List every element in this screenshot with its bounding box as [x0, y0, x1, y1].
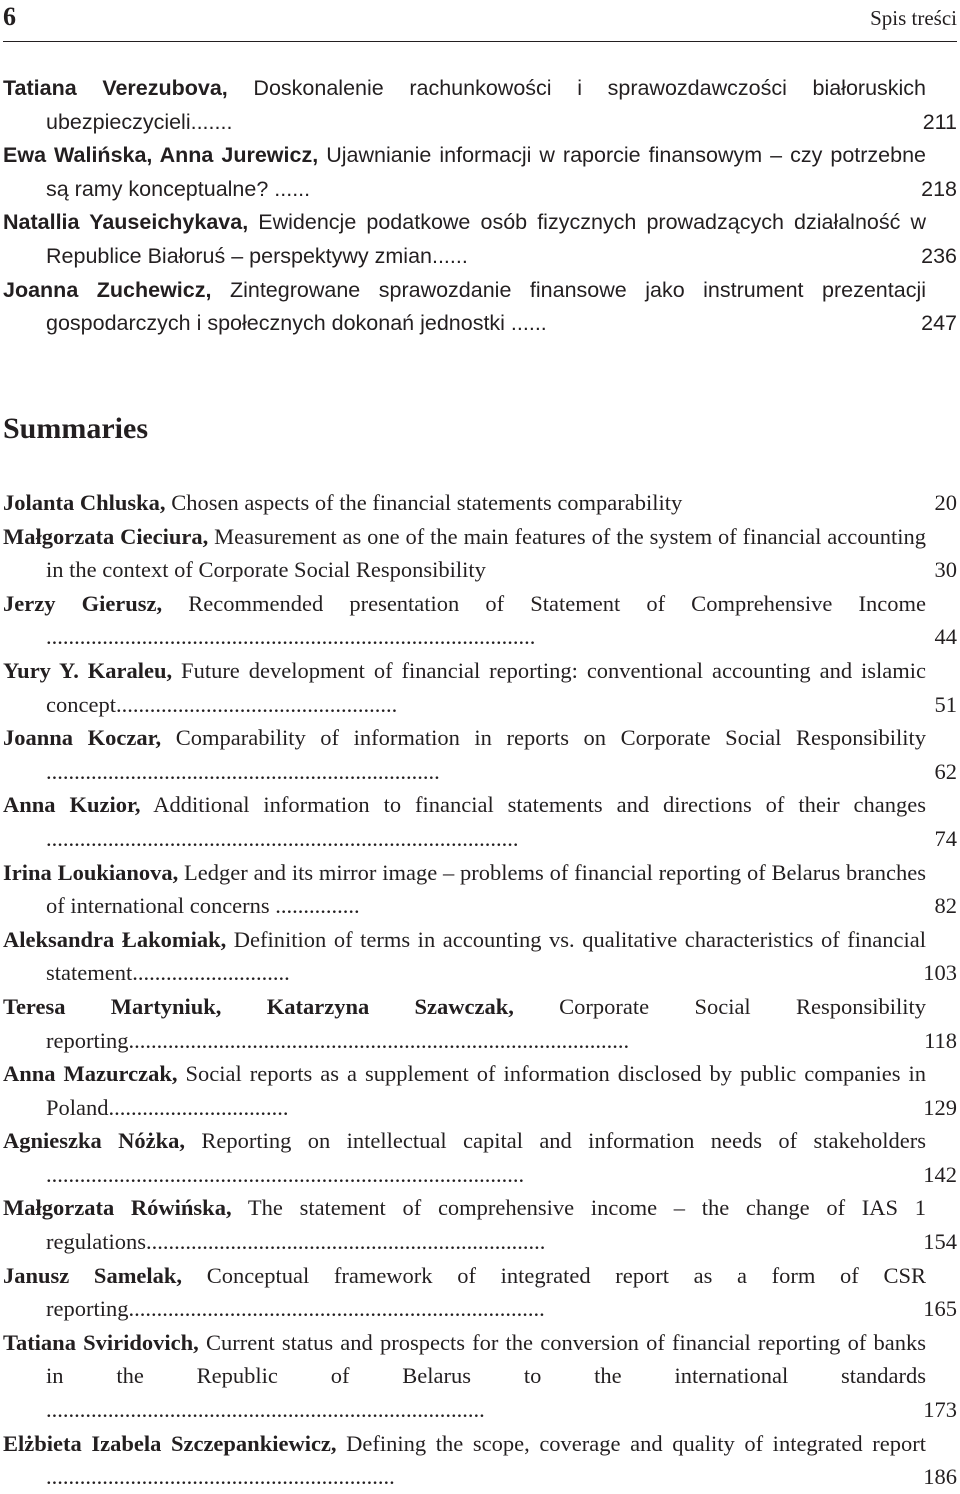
toc-leader: ................................ [108, 1094, 289, 1120]
toc-author: Anna Mazurczak, [3, 1061, 178, 1087]
toc-page-ref: 118 [924, 1027, 957, 1053]
toc-leader: ......................................................................................... [128, 1027, 630, 1053]
toc-entry-text [3, 1191, 926, 1258]
toc-entry-text [3, 520, 926, 587]
toc-leader: ...... [196, 109, 233, 134]
toc-author: Elżbieta Izabela Szczepankiewicz, [3, 1430, 337, 1456]
toc-author: Irina Loukianova, [3, 859, 179, 885]
running-head: Spis treści [870, 6, 957, 30]
toc-entry-text [3, 654, 926, 721]
toc-page-ref: 142 [923, 1161, 957, 1187]
toc-title: Recommended presentation of Statement of Comprehensive Income [162, 590, 926, 616]
toc-author: Janusz Samelak, [3, 1262, 183, 1288]
toc-entry[interactable] [3, 1427, 957, 1494]
toc-entry-text [3, 721, 926, 788]
toc-title: Chosen aspects of the financial statements comparability [165, 490, 683, 515]
toc-page-ref: 154 [923, 1229, 957, 1255]
toc-entry[interactable] [3, 721, 957, 788]
toc-entry[interactable] [3, 923, 957, 990]
toc-entry[interactable] [3, 1191, 957, 1258]
section-heading-summaries: Summaries [3, 412, 148, 445]
toc-entry-text [3, 587, 926, 654]
toc-entry[interactable] [3, 139, 957, 206]
toc-entry[interactable] [3, 72, 957, 139]
toc-title: Comparability of information in reports on Corporate Social Responsibility [161, 725, 926, 751]
toc-page-ref: 173 [923, 1397, 957, 1423]
toc-page-ref: 103 [923, 960, 957, 986]
toc-entry-text [3, 274, 927, 341]
toc-leader: ...... [268, 176, 311, 201]
toc-title: Defining the scope, coverage and quality of integrated report [336, 1430, 926, 1456]
toc-leader: ....................................................................................... [46, 624, 536, 650]
toc-author: Ewa Walińska, Anna Jurewicz, [3, 143, 319, 168]
toc-leader: ............... [269, 893, 360, 919]
toc-title: Definition of terms in accounting vs. qualitative characteristics of financial statement [46, 926, 926, 986]
toc-title: The statement of comprehensive income – the change of IAS 1 regulations [46, 1195, 926, 1255]
toc-summaries-section [3, 486, 957, 1494]
toc-entry[interactable] [3, 990, 957, 1057]
toc-title: Current status and prospects for the conversion of financial reporting of banks in the Republic of Belarus to the international standards [46, 1329, 926, 1389]
toc-title: Ujawnianie informacji w raporcie finansowym – czy potrzebne są ramy konceptualne? [46, 143, 926, 201]
toc-leader: ............................ [132, 960, 290, 986]
toc-page-ref: 165 [923, 1296, 957, 1322]
toc-author: Teresa Martyniuk, Katarzyna Szawczak, [3, 993, 514, 1019]
toc-author: Yury Y. Karaleu, [3, 657, 173, 683]
toc-entry[interactable] [3, 486, 957, 520]
toc-entry-text [3, 1259, 926, 1326]
toc-title: Zintegrowane sprawozdanie finansowe jako instrument prezentacji gospodarczych i społecznych dokonań jednostki [46, 277, 927, 336]
toc-entry-text [3, 990, 926, 1057]
toc-title: Future development of financial reporting: conventional accounting and islamic concept [46, 657, 926, 717]
toc-leader: .............................................................................. [46, 1397, 485, 1423]
toc-entry[interactable] [3, 1259, 957, 1326]
toc-author: Agnieszka Nóżka, [3, 1128, 186, 1154]
toc-author: Tatiana Sviridovich, [3, 1329, 199, 1355]
toc-entry[interactable] [3, 1057, 957, 1124]
page-header [3, 2, 957, 38]
toc-leader: .................................................. [115, 691, 398, 717]
toc-title: Social reports as a supplement of information disclosed by public companies in Poland [46, 1061, 926, 1120]
toc-leader: .................................................................................... [46, 825, 519, 851]
toc-author: Anna Kuzior, [3, 792, 141, 818]
toc-page-ref: 74 [934, 825, 957, 851]
toc-page-ref: 20 [934, 490, 957, 515]
toc-author: Joanna Koczar, [3, 725, 162, 751]
toc-entry-text [3, 923, 926, 990]
page-number: 6 [3, 2, 16, 31]
toc-entry[interactable] [3, 1124, 957, 1191]
header-rule [3, 41, 957, 42]
toc-leader: ....................................................................... [145, 1229, 546, 1255]
toc-title: Additional information to financial statements and directions of their changes [140, 792, 927, 818]
toc-page-ref: 44 [934, 624, 957, 650]
toc-title: Doskonalenie rachunkowości i sprawozdawczości białoruskich ubezpieczycieli. [46, 76, 927, 134]
toc-page-ref: 247 [921, 311, 957, 336]
toc-entry[interactable] [3, 654, 957, 721]
toc-entry-text [3, 788, 927, 855]
toc-title: Conceptual framework of integrated report as a form of CSR reporting [46, 1262, 926, 1322]
toc-author: Tatiana Verezubova, [3, 76, 228, 100]
toc-author: Małgorzata Rówińska, [3, 1195, 232, 1221]
toc-entry-text [3, 139, 926, 206]
toc-leader: .............................................................. [46, 1464, 395, 1490]
toc-author: Aleksandra Łakomiak, [3, 926, 227, 952]
toc-entry-text [3, 856, 926, 923]
toc-polish-section [3, 72, 957, 341]
toc-entry[interactable] [3, 856, 957, 923]
toc-entry[interactable] [3, 520, 957, 587]
toc-page-ref: 186 [923, 1464, 957, 1490]
toc-author: Natallia Yauseichykava, [3, 210, 249, 235]
toc-page-ref: 82 [934, 893, 957, 919]
toc-entry-text [3, 1326, 926, 1427]
toc-entry-text [3, 486, 926, 520]
toc-entry[interactable] [3, 1326, 957, 1427]
toc-page-ref: 129 [923, 1094, 957, 1120]
toc-title: Measurement as one of the main features of the system of financial accounting in the context of Corporate Social Responsibility [46, 523, 926, 583]
toc-title: Ledger and its mirror image – problems of financial reporting of Belarus branches of international concerns [46, 859, 926, 919]
toc-leader: ...... [431, 243, 468, 268]
toc-title: Reporting on intellectual capital and information needs of stakeholders [185, 1128, 926, 1154]
toc-author: Jerzy Gierusz, [3, 590, 163, 616]
toc-author: Małgorzata Cieciura, [3, 523, 209, 549]
toc-entry-text [3, 1057, 926, 1124]
toc-entry[interactable] [3, 788, 957, 855]
toc-leader: ...... [504, 311, 547, 336]
toc-entry-text [3, 206, 927, 273]
toc-page-ref: 211 [922, 109, 957, 134]
toc-page-ref: 218 [921, 176, 957, 201]
toc-page-ref: 62 [934, 758, 957, 784]
toc-entry-text [3, 72, 927, 139]
toc-leader: ..................................................................................... [46, 1161, 525, 1187]
toc-leader: ...................................................................... [46, 758, 440, 784]
toc-page-ref: 51 [934, 691, 957, 717]
toc-leader: .......................................................................... [128, 1296, 545, 1322]
toc-title: Corporate Social Responsibility reporting [46, 993, 926, 1053]
toc-title: Ewidencje podatkowe osób fizycznych prowadzących działalność w Republice Białoruś – perspektywy zmian [46, 210, 927, 268]
toc-entry[interactable] [3, 206, 957, 273]
toc-page-ref: 30 [934, 557, 957, 583]
toc-entry-text [3, 1427, 926, 1494]
toc-entry[interactable] [3, 587, 957, 654]
toc-page-ref: 236 [921, 243, 957, 268]
toc-author: Jolanta Chluska, [3, 490, 166, 515]
toc-author: Joanna Zuchewicz, [3, 277, 212, 302]
toc-entry-text [3, 1124, 926, 1191]
toc-entry[interactable] [3, 274, 957, 341]
